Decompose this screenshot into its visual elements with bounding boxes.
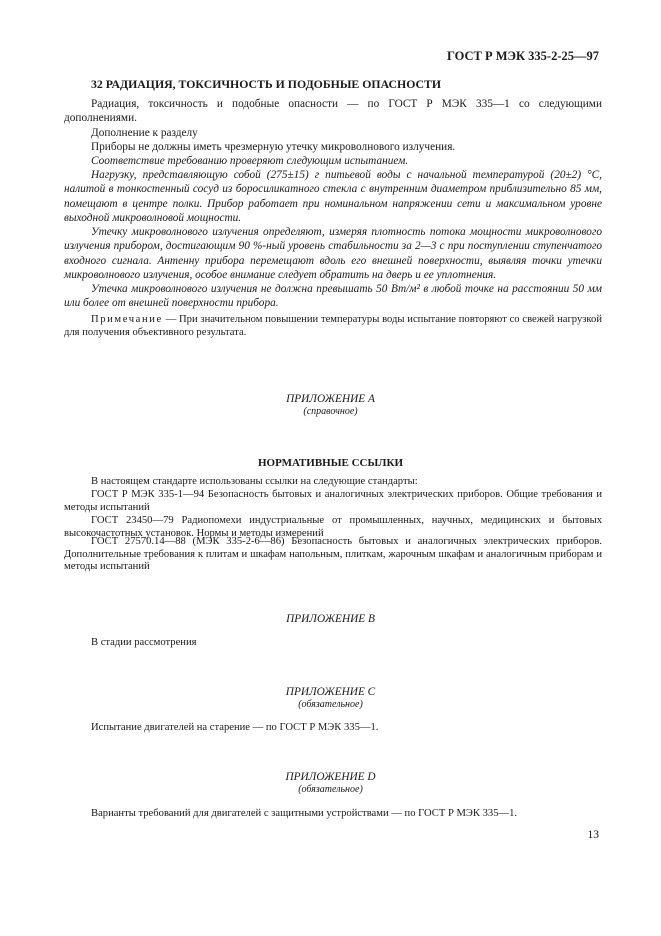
load-paragraph: Нагрузку, представляющую собой (275±15) г питьевой воды с начальной температурой (20±2) °С, налитой в тонкостенный сосуд из боросиликатного стекла с внутренним диаметром приблизительно 85 мм, помещают в центре полки. Прибор работает при номинальном напряжении сети и максимальном уровне выходной микроволновой мощности.	[64, 169, 602, 224]
section-32-title: 32 РАДИАЦИЯ, ТОКСИЧНОСТЬ И ПОДОБНЫЕ ОПАСНОСТИ	[91, 77, 442, 91]
addition-label: Дополнение к разделу	[91, 127, 198, 139]
normative-references-heading: НОРМАТИВНЫЕ ССЫЛКИ	[257, 457, 404, 469]
appendix-d-text: Варианты требований для двигателей с защитными устройствами — по ГОСТ Р МЭК 335—1.	[91, 808, 518, 819]
appendix-c-title: ПРИЛОЖЕНИЕ С	[285, 686, 376, 698]
note	[64, 314, 602, 339]
page-number: 13	[587, 829, 599, 841]
appendix-a-status: (справочное)	[303, 406, 358, 417]
note-label: Примечание	[91, 314, 163, 325]
note-text: — При значительном повышении температуры воды испытание повторяют со свежей нагрузкой для получения объективного результата.	[64, 314, 602, 338]
leakage-paragraph: Утечку микроволнового излучения определяют, измеряя плотность потока мощности микроволнового излучения прибором, достигающим 90 %-ный уровень стабильности за 2—3 с при поступлении ступенчатого входного сигнала. Антенну прибора перемещают вдоль его внешней поверхности, выявляя точки утечки микроволнового излучения, особое внимание следует обратить на дверь и ее уплотнения.	[64, 226, 602, 281]
compliance-check: Соответствие требованию проверяют следующим испытанием.	[91, 155, 409, 167]
reference-1: ГОСТ Р МЭК 335-1—94 Безопасность бытовых и аналогичных электрических приборов. Общие требования и методы испытаний	[64, 489, 602, 513]
reference-2: ГОСТ 23450—79 Радиопомехи индустриальные от промышленных, научных, медицинских и бытовых высокочастотных установок. Нормы и методы измерений	[64, 515, 602, 539]
references-intro: В настоящем стандарте использованы ссылки на следующие стандарты:	[91, 476, 418, 487]
reference-3: ГОСТ 27570.14—88 (МЭК 335-2-6—86) Безопасность бытовых и аналогичных электрических приборов. Дополнительные требования к плитам и шкафам напольным, плиткам, жарочным шкафам и аналогичным приборам и методы испытаний	[64, 536, 602, 573]
appendix-d-status: (обязательное)	[298, 784, 363, 795]
requirement-text: Приборы не должны иметь чрезмерную утечку микроволнового излучения.	[91, 141, 456, 153]
section-32-intro: Радиация, токсичность и подобные опасности — по ГОСТ Р МЭК 335—1 со следующими дополнениями.	[64, 98, 602, 125]
appendix-a-title: ПРИЛОЖЕНИЕ А	[286, 393, 375, 405]
appendix-c-text: Испытание двигателей на старение — по ГОСТ Р МЭК 335—1.	[91, 722, 379, 733]
document-code: ГОСТ Р МЭК 335-2-25—97	[446, 49, 599, 63]
limit-paragraph: Утечка микроволнового излучения не должна превышать 50 Вт/м² в любой точке на расстоянии 50 мм или более от внешней поверхности прибора.	[64, 283, 602, 310]
appendix-b-title: ПРИЛОЖЕНИЕ В	[286, 613, 375, 625]
appendix-b-text: В стадии рассмотрения	[91, 637, 197, 648]
appendix-d-title: ПРИЛОЖЕНИЕ D	[285, 771, 376, 783]
appendix-c-status: (обязательное)	[298, 699, 363, 710]
